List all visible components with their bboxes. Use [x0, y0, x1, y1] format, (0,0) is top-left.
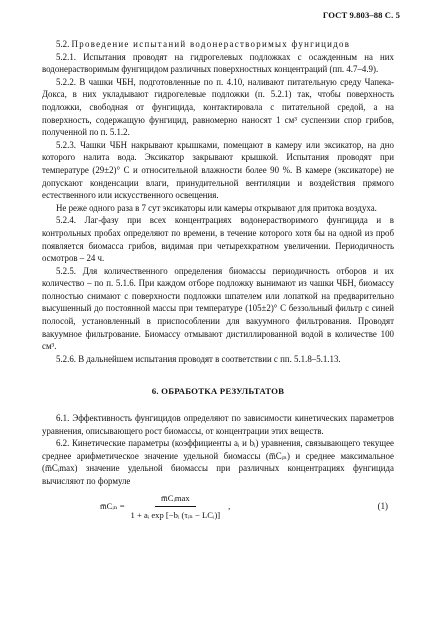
- paragraph-5-2-4: 5.2.4. Лаг-фазу при всех концентрациях водонерастворимого фунгицида и в контрольных пробах определяют по времени, в течение которого хотя бы на одной из проб появляется биомасса грибов, видимая при четырехкратном увеличении. Периодичность осмотров – 24 ч.: [42, 215, 394, 264]
- page-body: [42, 38, 394, 523]
- formula-lhs: m̅Cᵢₙ =: [100, 501, 125, 512]
- paragraph-5-2-2: 5.2.2. В чашки ЧБН, подготовленные по п. 4.10, наливают питательную среду Чапека-Докса, в них укладывают гидрогелевые подложки (п. 5.2.1) так, чтобы поверхность подложки, свободная от фунгицида, контактировала с питательной средой, а на поверхность, содержащую фунгицид, равномерно наносят 1 см³ суспензии спор грибов, полученной по п. 5.1.2.: [42, 76, 394, 138]
- paragraph-5-2-6: 5.2.6. В дальнейшем испытания проводят в соответствии с пп. 5.1.8–5.1.13.: [56, 353, 341, 364]
- formula-expression: [100, 491, 230, 523]
- subsection-title: Проведение испытаний водонерастворимых фунгицидов: [71, 39, 351, 49]
- paragraph-5-2-1: 5.2.1. Испытания проводят на гидрогелевых подложках с осажденным на них водонерастворимым фунгицидом различных поверхностных концентраций (пп. 4.7–4.9).: [42, 51, 394, 75]
- formula-1: [42, 491, 394, 523]
- subsection-number: 5.2.: [56, 39, 70, 49]
- formula-fraction: [131, 492, 221, 521]
- equation-number: (1): [377, 500, 388, 511]
- formula-trailing-comma: ,: [228, 501, 231, 512]
- paragraph-5-2-5: 5.2.5. Для количественного определения биомассы периодичность отборов и их количество – по п. 5.1.6. При каждом отборе подложку вынимают из чашки ЧБН, биомассу полностью снимают с поверхности подложки шпателем или лопаткой на предварительно высушенный до постоянной массы при температуре (105±2)° С беззольный фильтр с синей полосой, установленный в приспособлении для вакуумного фильтрования. Проводят вакуумное фильтрование. Биомассу отмывают дистиллированной водой в количестве 100 см³.: [42, 265, 394, 352]
- page-header: ГОСТ 9.803–88 С. 5: [322, 10, 400, 20]
- paragraph-6-2: 6.2. Кинетические параметры (коэффициенты aᵢ и bᵢ) уравнения, связывающего текущее среднее арифметическое значение удельной биомассы (m̅Cᵢₙ) и среднее максимальное (m̅Cᵢmax) значение удельной биомассы при различных концентрациях фунгицида вычисляют по формуле: [42, 438, 394, 486]
- section-6-title: 6. ОБРАБОТКА РЕЗУЛЬТАТОВ: [151, 386, 285, 397]
- subsection-5-2-heading: [42, 38, 394, 51]
- formula-numerator: m̅Cᵢmax: [155, 492, 196, 507]
- paragraph-5-2-3: 5.2.3. Чашки ЧБН накрывают крышками, помещают в камеру или эксикатор, на дно которого налита вода. Эксикатор закрывают крышкой. Испытания проводят при температуре (29±2)° С и относительной влажности более 90 %. В камере (эксикаторе) не допускают конденсации влаги, принудительной вентиляции и воздействия прямого естественного или искусственного освещения.: [42, 139, 394, 201]
- paragraph-5-2-3-continued: Не реже одного раза в 7 сут эксикаторы или камеры открывают для притока воздуха.: [56, 202, 377, 213]
- formula-denominator: 1 + aᵢ exp [−bᵢ (τᵢₙ − LCᵢ)]: [130, 509, 221, 520]
- paragraph-6-1: 6.1. Эффективность фунгицидов определяют по зависимости кинетических параметров уравнения, описывающего рост биомассы, от концентрации этих веществ.: [42, 413, 394, 436]
